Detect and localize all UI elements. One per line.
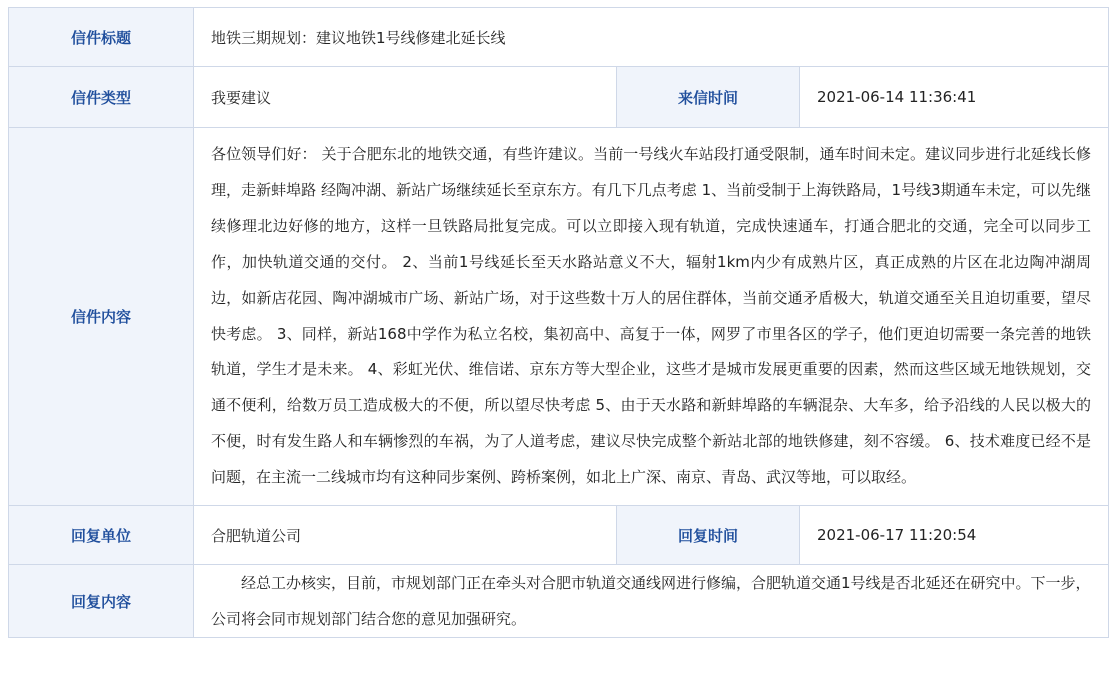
reply-unit-label: 回复单位: [9, 506, 194, 565]
type-label: 信件类型: [9, 67, 194, 128]
reply-content-label: 回复内容: [9, 565, 194, 638]
reply-time-value: 2021-06-17 11:20:54: [800, 506, 1109, 565]
type-value: 我要建议: [194, 67, 617, 128]
letter-detail-table: [8, 7, 1109, 638]
reply-time-label: 回复时间: [617, 506, 800, 565]
reply-unit-row: [9, 506, 1109, 565]
reply-content-row: [9, 565, 1109, 638]
letter-time-label: 来信时间: [617, 67, 800, 128]
type-row: [9, 67, 1109, 128]
content-value: 各位领导们好： 关于合肥东北的地铁交通，有些许建议。当前一号线火车站段打通受限制，通车时间未定。建议同步进行北延线长修理，走新蚌埠路 经陶冲湖、新站广场继续延长至京东方。有几下几点考虑 1、当前受制于上海铁路局，1号线3期通车未定，可以先继续修理北边好修的地方，这样一旦铁路局批复完成。可以立即接入现有轨道，完成快速通车，打通合肥北的交通，完全可以同步工作，加快轨道交通的交付。 2、当前1号线延长至天水路站意义不大，辐射1km内少有成熟片区，真正成熟的片区在北边陶冲湖周边，如新店花园、陶冲湖城市广场、新站广场，对于这些数十万人的居住群体，当前交通矛盾极大，轨道交通至关且迫切重要，望尽快考虑。 3、同样，新站168中学作为私立名校，集初高中、高复于一体，网罗了市里各区的学子，他们更迫切需要一条完善的地铁轨道，学生才是未来。 4、彩虹光伏、维信诺、京东方等大型企业，这些才是城市发展更重要的因素，然而这些区域无地铁规划，交通不便利，给数万员工造成极大的不便，所以望尽快考虑 5、由于天水路和新蚌埠路的车辆混杂、大车多，给予沿线的人民以极大的不便，时有发生路人和车辆惨烈的车祸，为了人道考虑，建议尽快完成整个新站北部的地铁修建，刻不容缓。 6、技术难度已经不是问题，在主流一二线城市均有这种同步案例、跨桥案例，如北上广深、南京、青岛、武汉等地，可以取经。: [194, 128, 1109, 506]
content-row: [9, 128, 1109, 506]
reply-content-value: 经总工办核实，目前，市规划部门正在牵头对合肥市轨道交通线网进行修编，合肥轨道交通1号线是否北延还在研究中。下一步，公司将会同市规划部门结合您的意见加强研究。: [194, 565, 1109, 638]
letter-time-value: 2021-06-14 11:36:41: [800, 67, 1109, 128]
reply-unit-value: 合肥轨道公司: [194, 506, 617, 565]
title-label: 信件标题: [9, 8, 194, 67]
title-row: [9, 8, 1109, 67]
title-value: 地铁三期规划：建议地铁1号线修建北延长线: [194, 8, 1109, 67]
content-label: 信件内容: [9, 128, 194, 506]
